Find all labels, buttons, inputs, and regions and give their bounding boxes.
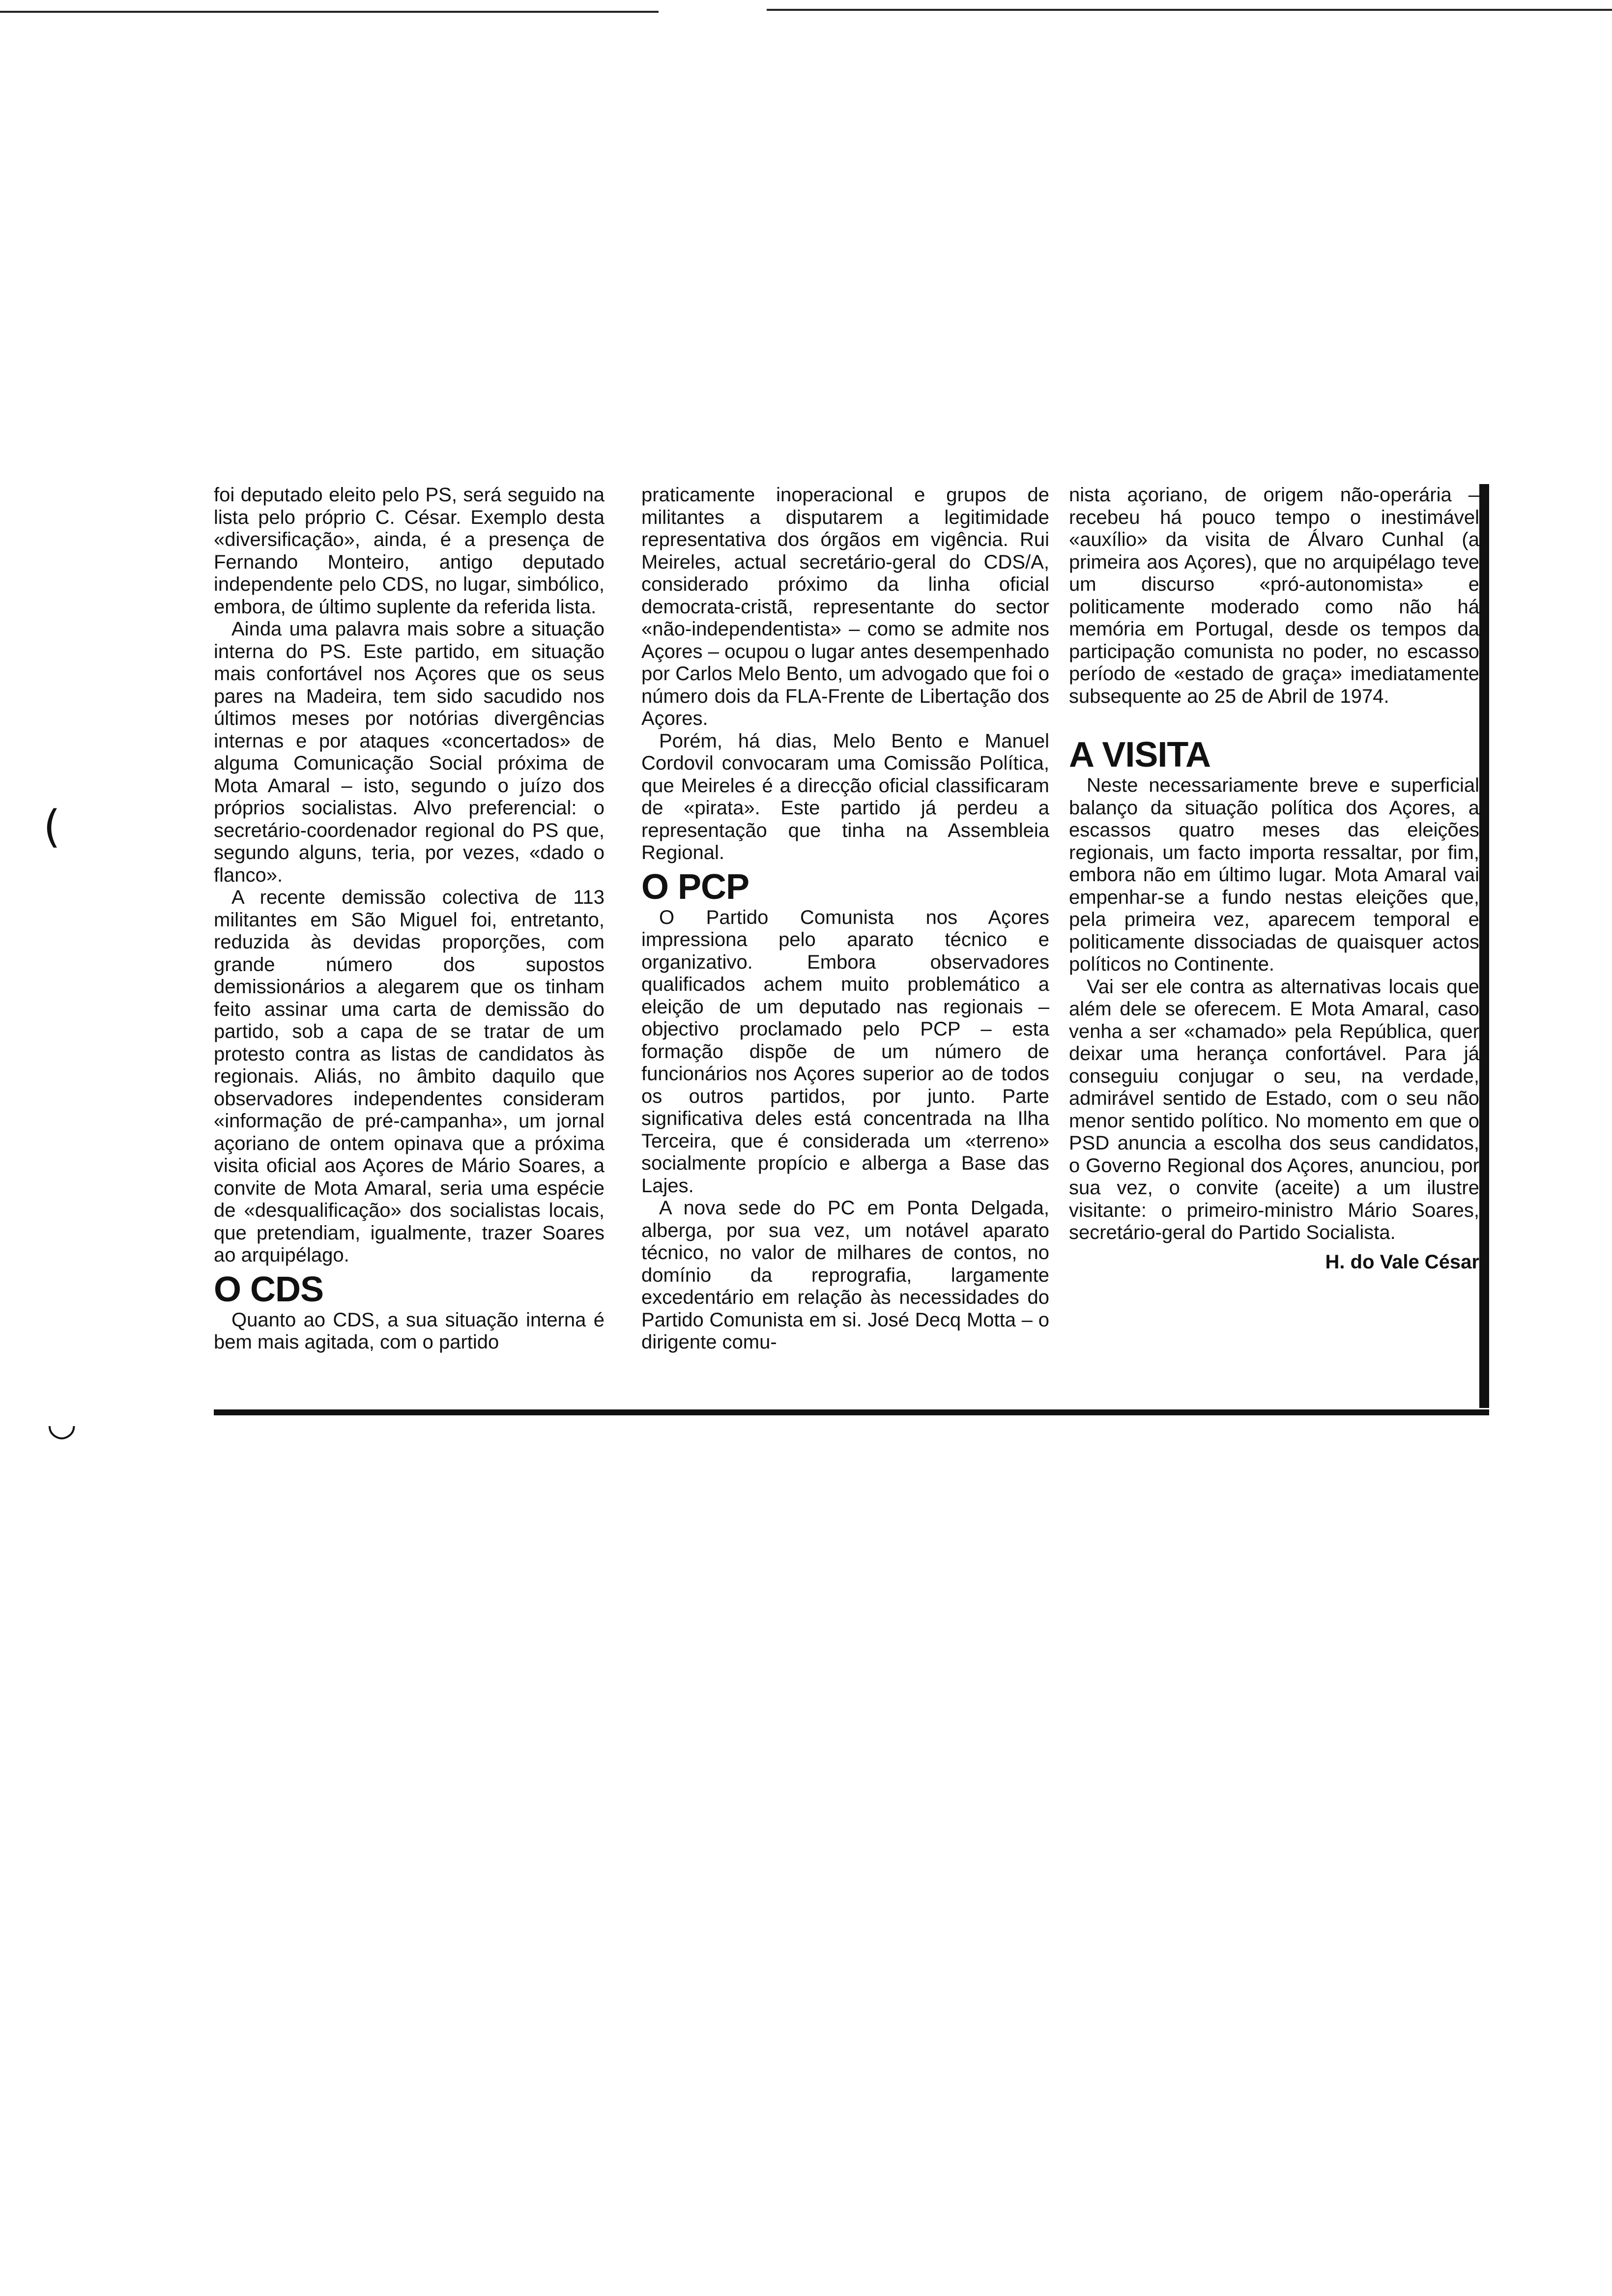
paragraph: Neste necessariamente breve e superficial balanço da situação política dos Açores, a escassos quatro meses das eleições regionais, um facto importa ressaltar, por fim, embora não em último lugar. Mota Amaral vai empenhar-se a fundo nestas eleições que, pela primeira vez, aparecem temporal e politicamente dissociadas de quaisquer actos políticos no Continente.: [1069, 775, 1479, 975]
article-column-3: [1069, 484, 1479, 1273]
clipping-right-border: [1479, 484, 1489, 1408]
clipping-bottom-border: [214, 1409, 1489, 1415]
paragraph: Vai ser ele contra as alternativas locais que além dele se oferecem. E Mota Amaral, caso venha a ser «chamado» pela República, quer deixar uma herança confortável. Para já conseguiu conjugar o seu, na verdade, admirável sentido de Estado, com o seu não menor sentido político. No momento em que o PSD anuncia a escolha dos seus candidatos, o Governo Regional dos Açores, anunciou, por sua vez, o convite (aceite) a um ilustre visitante: o primeiro-ministro Mário Soares, secretário-geral do Partido Socialista.: [1069, 976, 1479, 1243]
section-heading: A VISITA: [1069, 735, 1211, 775]
section-heading: O PCP: [641, 867, 749, 907]
paragraph: Quanto ao CDS, a sua situação interna é bem mais agitada, com o partido: [214, 1309, 604, 1353]
paragraph: O Partido Comunista nos Açores impressiona pelo aparato técnico e organizativo. Embora observadores qualificados achem muito problemático a eleição de um deputado nas regionais – objectivo proclamado pelo PCP – esta formação dispõe de um número de funcionários nos Açores superior ao de todos os outros partidos, por junto. Parte significativa deles está concentrada na Ilha Terceira, que é considerada um «terreno» socialmente propício e alberga a Base das Lajes.: [641, 906, 1049, 1197]
paragraph: nista açoriano, de origem não-operária – recebeu há pouco tempo o inestimável «auxílio» da visita de Álvaro Cunhal (a primeira aos Açores), que no arquipélago teve um discurso «pró-autonomista» e politicamente moderado como não há memória em Portugal, desde os tempos da participação comunista no poder, no escasso período de «estado de graça» imediatamente subsequente ao 25 de Abril de 1974.: [1069, 484, 1479, 707]
paragraph: Ainda uma palavra mais sobre a situação interna do PS. Este partido, em situação mais confortável nos Açores que os seus pares na Madeira, tem sido sacudido nos últimos meses por notórias divergências internas e por ataques «concertados» de alguma Comunicação Social próxima de Mota Amaral – isto, segundo o juízo dos próprios socialistas. Alvo preferencial: o secretário-coordenador regional do PS que, segundo alguns, teria, por vezes, «dado o flanco».: [214, 618, 604, 886]
paragraph: praticamente inoperacional e grupos de militantes a disputarem a legitimidade representativa dos órgãos em vigência. Rui Meireles, actual secretário-geral do CDS/A, considerado próximo da linha oficial democrata-cristã, representante do sector «não-independentista» – como se admite nos Açores – ocupou o lugar antes desempenhado por Carlos Melo Bento, um advogado que foi o número dois da FLA-Frente de Libertação dos Açores.: [641, 484, 1049, 729]
scan-margin-mark: ◡: [47, 1403, 77, 1443]
newspaper-clipping: [214, 484, 1489, 1415]
author-byline: H. do Vale César: [1325, 1251, 1479, 1273]
scan-top-rule-right: [767, 9, 1612, 11]
scan-margin-mark: (: [43, 801, 61, 853]
section-heading: O CDS: [214, 1269, 324, 1309]
paragraph: A nova sede do PC em Ponta Delgada, alberga, por sua vez, um notável aparato técnico, no valor de milhares de contos, no domínio da reprografia, largamente excedentário em relação às necessidades do Partido Comunista em si. José Decq Motta – o dirigente comu-: [641, 1197, 1049, 1353]
paragraph: foi deputado eleito pelo PS, será seguido na lista pelo próprio C. César. Exemplo desta «diversificação», ainda, é a presença de Fernando Monteiro, antigo deputado independente pelo CDS, no lugar, simbólico, embora, de último suplente da referida lista.: [214, 484, 604, 618]
paragraph: A recente demissão colectiva de 113 militantes em São Miguel foi, entretanto, reduzida às devidas proporções, com grande número dos supostos demissionários a alegarem que os tinham feito assinar uma carta de demissão do partido, sob a capa de se tratar de um protesto contra as listas de candidatos às regionais. Aliás, no âmbito daquilo que observadores independentes consideram «informação de pré-campanha», um jornal açoriano de ontem opinava que a próxima visita oficial aos Açores de Mário Soares, a convite de Mota Amaral, seria uma espécie de «desqualificação» dos socialistas locais, que pretendiam, igualmente, trazer Soares ao arquipélago.: [214, 887, 604, 1266]
paragraph: Porém, há dias, Melo Bento e Manuel Cordovil convocaram uma Comissão Política, que Meireles é a direcção oficial classificaram de «pirata». Este partido já perdeu a representação que tinha na Assembleia Regional.: [641, 730, 1049, 863]
article-column-2: [641, 484, 1049, 1354]
scan-top-rule: [0, 11, 659, 13]
article-column-1: [214, 484, 604, 1354]
